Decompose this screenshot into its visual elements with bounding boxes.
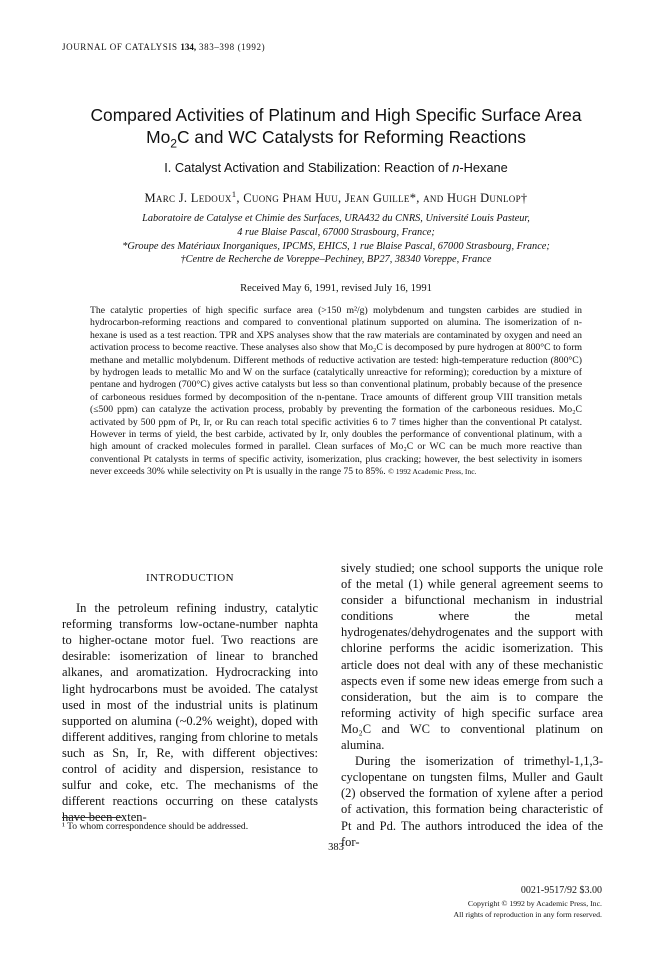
- section-heading-introduction: INTRODUCTION: [146, 572, 234, 584]
- journal-name: JOURNAL OF CATALYSIS: [62, 42, 178, 52]
- issn-price: 0021-9517/92 $3.00: [520, 885, 602, 896]
- paper-subtitle: [40, 160, 632, 175]
- subtitle-post: -Hexane: [459, 160, 508, 175]
- affiliation-line: *Groupe des Matériaux Inorganiques, IPCMS, EHICS, 1 rue Blaise Pascal, 67000 Strasbourg, France;: [122, 240, 550, 252]
- journal-header: [62, 42, 265, 52]
- received-dates: Received May 6, 1991, revised July 16, 1991: [240, 283, 432, 294]
- journal-volume: 134,: [180, 42, 197, 52]
- author-3: Jean Guille*: [344, 191, 417, 205]
- copyright-notice: [453, 899, 602, 920]
- title-line-2: [40, 126, 632, 151]
- intro-paragraph-2: During the isomerization of trimethyl-1,1,3-cyclopentane on tungsten films, Muller and Gault (2) observed the formation of xylene after a period of activation, this formation being characteristic of Pt and Pd. The authors introduced the idea of the for-: [341, 754, 603, 849]
- affiliation-line: †Centre de Recherche de Voreppe–Pechiney, BP27, 38340 Voreppe, France: [180, 254, 492, 266]
- abstract-text: The catalytic properties of high specific surface area (>150 m²/g) molybdenum and tungsten carbides are studied in hydrocarbon-reforming reactions and compared to conventional platinum supported on alumina. The isomerization of n-hexane is used as a test reaction. TPR and XPS analyses show that the raw materials are contaminated by oxygen and need an activation process to become reactive. These analyses also show that Mo₂C is decomposed by pure hydrogen at 800°C to form methane and metallic molybdenum. Different methods of reductive activation are tested: high-temperature reduction (800°C) by hydrogen leads to metallic Mo and W on the surface (catalytically unreactive for reforming); coreduction by a mixture of pentane and hydrogen (700°C) gives active catalysts but less so than conventional platinum, probably because of the presence of carboneous residues formed by decomposition of the n-pentane. Trace amounts of different group VIII transition metals (≤500 ppm) can catalyze the activation process, probably by preventing the formation of the carboneous residues. Mo₂C activated by 500 ppm of Pt, Ir, or Ru can reach total specific activities 6 to 7 times higher than the conventional Pt catalyst. However in terms of yield, the best carbide, activated by Ir, only doubles the performance of conventional platinum, with a high amount of cracked molecules formed in parallel. Clean surfaces of Mo₂C or WC can be much more reactive than conventional Pt catalysts in terms of specific activity, isomerization, plus cracking; however, the best selectivity in isomers never exceeds 30% while selectivity on Pt is usually in the range 75 to 85%.: [90, 305, 582, 478]
- paper-title: [40, 104, 632, 151]
- subtitle-italic: n: [452, 160, 460, 175]
- page-number: 383: [328, 842, 344, 853]
- title-rest: C and WC Catalysts for Reforming Reactions: [177, 127, 526, 147]
- intro-paragraph-1: In the petroleum refining industry, catalytic reforming transforms low-octane-number naphta to higher-octane motor fuel. Two reactions are desirable: isomerization of linear to branched alkanes, and aromatization. Hydrocracking into light hydrocarbons must be avoided. The catalyst used in most of the industrial units is platinum supported on alumina (~0.2% weight), doped with different additives, ranging from chlorine to metals such as Sn, Ir, Re, with different objectives: control of acidity and dispersion, resistance to sulfur and coke, etc. The mechanisms of the different reactions occurring on these catalysts have been exten-: [62, 601, 318, 825]
- author-list: [30, 188, 642, 206]
- left-column: [62, 562, 318, 825]
- right-column: [341, 560, 603, 850]
- subtitle-pre: I. Catalyst Activation and Stabilization: Reaction of: [164, 160, 453, 175]
- abstract-copyright: © 1992 Academic Press, Inc.: [388, 467, 477, 477]
- affiliations: [30, 212, 642, 267]
- author-1: Marc J. Ledoux: [144, 191, 232, 205]
- author-1-footnote-mark: 1: [231, 188, 237, 199]
- author-2: Cuong Pham Huu: [243, 191, 339, 205]
- title-mo: Mo: [146, 127, 171, 147]
- intro-paragraph-1-cont: sively studied; one school supports the unique role of the metal (1) while general agreement seems to consider a bifunctional mechanism in industrial conditions where the metal hydrogenates/dehydrogenates and the support with chlorine performs the acidic isomerization. This article does not deal with any of these mechanistic aspects even if some new ideas emerge from such a consideration, but the aim is to compare the reforming activity of high specific surface area Mo₂C and WC to conventional platinum on alumina.: [341, 561, 603, 753]
- footnote-divider: [62, 817, 122, 818]
- copyright-line: Copyright © 1992 by Academic Press, Inc.: [467, 899, 602, 908]
- abstract: [90, 305, 582, 479]
- journal-pages-year: 383–398 (1992): [199, 42, 266, 52]
- author-sep: ,: [338, 191, 345, 205]
- title-subscript: 2: [170, 136, 178, 151]
- author-sep: , and: [416, 191, 447, 205]
- affiliation-line: Laboratoire de Catalyse et Chimie des Surfaces, URA432 du CNRS, Université Louis Pasteur,: [142, 213, 530, 224]
- author-sep: ,: [236, 191, 244, 205]
- title-line-1: Compared Activities of Platinum and High Specific Surface Area: [90, 105, 582, 125]
- rights-line: All rights of reproduction in any form reserved.: [453, 909, 602, 919]
- footnote: ¹ To whom correspondence should be addressed.: [62, 821, 249, 832]
- author-4: Hugh Dunlop†: [446, 191, 528, 205]
- affiliation-line: 4 rue Blaise Pascal, 67000 Strasbourg, France;: [237, 226, 435, 238]
